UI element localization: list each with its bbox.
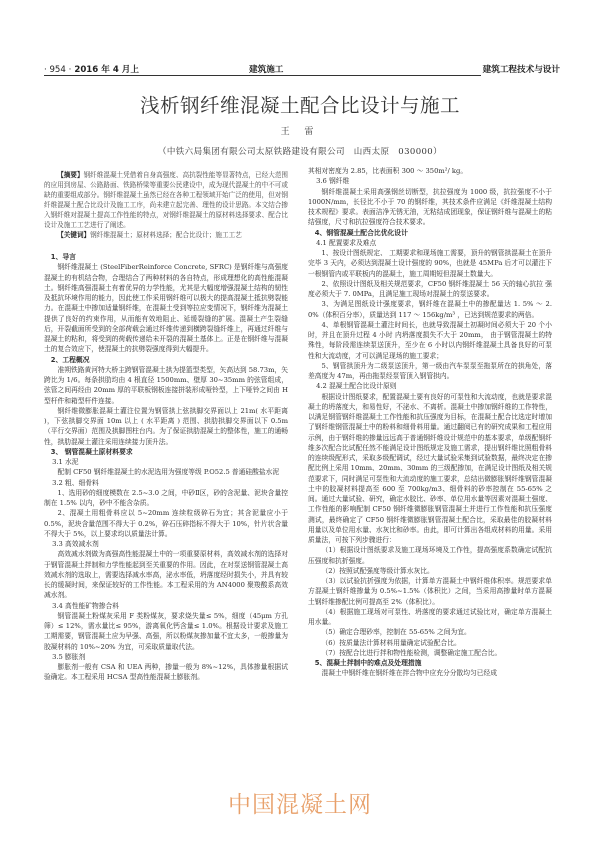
- journal-name: 建筑施工: [249, 65, 284, 75]
- paragraph: （3）以试验抗折强度为依据，计算单方混凝土中钢纤维体积率。规范要求单方混凝土钢纤维掺量为 0.5%~1.5%（体积比）之间，当采用高掺量时单方混凝土钢纤维掺配比例可提高至 2%（体积比）。: [308, 577, 552, 606]
- issue-date: 2016 年 4 月上: [74, 65, 139, 75]
- paragraph: 准朔铁路黄河特大桥主跨钢管混凝土拱为提篮型类型，矢高达到 58.73m，矢跨比为 1/6。每条拱肋均由 4 根直径 1500mm、壁厚 30~35mm 的弦管组成，弦管之间再经由 20mm 厚的平联板钢板连接拼装形成哑铃型，上下哑铃之间由 H 型杆件和箱型杆件连接。: [44, 365, 288, 405]
- subsection-heading: 3.4 高性能矿物掺合料: [52, 601, 119, 610]
- subsection-heading: 4.1 配置要求及难点: [316, 238, 377, 247]
- subsection-heading: 3.2 粗、细骨料: [52, 478, 99, 487]
- paragraph: 4、单根钢管混凝土灌注时间长，也就导致混凝土初凝时间必须大于 20 个小时，并且在顶升过程 4 小时 内坍落度损失不大于 20mm， 由于钢管混凝土的特殊性，每阶段需连续泵送顶升，至少在 6 小时以内钢纤维混凝土具备良好的可泵性和大流动度，才可以满足现场的施工要求；: [308, 320, 552, 360]
- section-name: 建筑工程技术与设计: [482, 65, 560, 75]
- abstract-text: 钢纤维混凝土凭借着自身高强度、高抗裂性能等显著特点，已经大范围的应用到房屋、公路路面、铁路桥梁等重要公民建设中，成为现代混凝土的中不可或缺的重要组成部分。钢纤维混凝土虽然已经在各种工程领域开始广泛的使用，但对钢纤维混凝土配合比设计及施工工序，尚未建立起完善、理性的设计思路。本文结合掺入钢纤维对混凝土提高工作性能的特点，对钢纤维混凝土的原材料选择要求、配合比设计及施工工艺进行了阐述。: [44, 171, 289, 229]
- subsection-heading: 3.6 钢纤维: [316, 177, 350, 186]
- keywords-label: 【关键词】: [57, 231, 91, 239]
- paragraph: （1）根据设计图纸要求及施工现场环境及工作性，提高强度系数确定试配抗压强度和抗折强度。: [308, 546, 552, 565]
- section-heading: 1、导言: [50, 253, 76, 261]
- paragraph: 2、混凝土用粗骨料应以 5~20mm 连续粒级碎石为宜；其含泥量应小于 0.5%，泥块含量范围不得大于 0.2%，碎石压碎指标不得大于 10%，针片状含量不得大于 5%，以上要求均以质量法计算。: [44, 509, 288, 538]
- header-rule: [44, 75, 481, 76]
- article-affiliation: （中铁六局集团有限公司太原铁路建设有限公司 山西太原 030000）: [157, 147, 443, 157]
- paragraph: （5）确定合理砂率，控制在 55-65% 之间为宜。: [321, 628, 471, 637]
- paragraph: 1、按设计图纸规定、 工期要求和现场施工需要，顶升的钢管拱混凝土在顶升完毕 3 天内，必须达到混凝土设计强度的 90%，也就是 45MPa 后才可以灌注下一根钢管内或平联板内的混凝土，施工周期短但混凝土数量大。: [308, 249, 552, 278]
- page-number: · 954 ·: [44, 65, 72, 75]
- paragraph: 钢纤维混凝土 (SteelFiberReinforce Concrete, SFRC) 是钢纤维与高强度混凝土的有机结合物，合理结合了两种材料的各自特点，形成理想化的高性能混凝土。钢纤维高强混凝土有着优异的力学性能，尤其是大幅度增强混凝土结构的韧性及抵抗环境作用的能力，因此使工作采用钢纤维可以极大的提高混凝土抵抗劈裂能力。在混凝土中掺加适量钢纤维，在混凝土受到等拉应变情况下，钢纤维为混凝土提供了良好的约束作用，从而能有效地阻止、延缓裂缝的扩展。混凝土产生裂缝后，开裂截面所受到的全部荷载会通过纤维传递到横跨裂缝纤维上，再通过纤维与混凝土的粘和，将受到的荷载传递给未开裂的混凝土基体上。正是在钢纤维与混凝土的复合效应下，使混凝土的抗劈裂强度得到大幅提升。: [44, 263, 288, 354]
- right-column-body: [308, 166, 552, 679]
- paragraph: （6）按质量法计算材料用量确定试验配合比。: [321, 638, 461, 647]
- paragraph: 钢纤维微膨胀混凝土灌注位置为钢管拱上弦拱脚交界面以上 21m( 水平距离 )，下弦拱脚交界面 10m 以上 ( 水平距离 ) 范围、拱肋拱脚交界面以下 0.5m（平行交界面）范围及拱脚图柱台内。为了保证拱肋混凝土的整体性，施工的通畅性，拱肋混凝土灌注采用连续接力顶升法。: [44, 406, 288, 446]
- paragraph: 钢纤维混凝土采用高强钢丝切断型，抗拉强度为 1000 级，抗拉强度不小于 1000N/mm，长径比不小于 70 的钢纤维，其技术条件应满足《纤维混凝土结构技术规程》要求。表面洁净无锈无油，无粘结成团现象，保证钢纤维与混凝土的粘结强度，尺寸和抗拉强度符合技术要求。: [308, 187, 552, 227]
- paragraph: （2）按照试配强度等级计算水灰比。: [321, 566, 434, 575]
- paragraph: 根据设计图纸要求，配置混凝土要有良好的可泵性和大流动度，也就是要求混凝土的坍落度大，和易性好，不泌水、不离析。混凝土中掺加钢纤维的工作特性，以满足钢管钢纤维混凝土工作性能和抗压强度为目标，在混凝土配合比选定时增加了钢纤维钢管混凝土中的粉料和细骨料用量。通过翻阅已有的研究成果和工程应用示例，由于钢纤维的掺量远远高于普通钢纤维设计规范中的基本要求，单级配钢纤维多次配合比试配任然不能满足设计图纸规定及施工需求，提出钢纤维比照粗骨料的连续级配形式，采取多级配调试，经过大量试验采集到试验数据，最终决定在掺配比例上采用 10mm、20mm、30mm 的三级配掺加，在满足设计图纸及相关规范要求下，同时满足可泵性和大流动度的施工要求，总结出微膨胀钢纤维钢管混凝土中的胶凝材料提高至 600 至 700kg/m3、细骨料的砂率控制在 55-65% 之间。通过大量试验、研究，确定水胶比、砂率、单位用水量等因素对混凝土强度、工作性能的影响配制 CF50 钢纤维微膨胀钢管混凝土并进行工作性能和抗压强度测试，最终确定了 CF50 钢纤维微膨胀钢管混凝土配合比，采取最佳的胶凝材料用量以及单位用水量、水灰比和砂率。由此，即可计算出各组成材料的用量。采用质量法，可按下列步骤进行：: [308, 392, 552, 544]
- article-author: 王 雷: [280, 127, 320, 137]
- paragraph: 配制 CF50 钢纤维混凝土的水泥选用为强度等级 P.O52.5 普通硅酸盐水泥: [57, 468, 280, 477]
- subsection-heading: 4.2 混凝土配合比设计原则: [316, 382, 397, 391]
- paragraph: 其相对密度为 2.85，比表面积 300 ～ 350m²/ kg。: [308, 167, 468, 175]
- paragraph: 5、钢管拱顶升为二级泵送顶升，第一级由汽车泵泵至拖泵所在的拱角处，落差高度为 47m，再由拖泵经泵管顶入钢管拱内。: [308, 361, 552, 380]
- paragraph: 2、依照设计图纸及相关规范要求，CF50 钢纤维混凝土 56 天的轴心抗拉 强度必须大于 7. 0MPa，且满足施工现场对混凝土的泵送要求。: [308, 279, 552, 298]
- paragraph: 钢管混凝土粉煤灰采用 F 类粉煤灰，要求烧失量≤ 5%，细度（45μm 方孔筛）≤ 12%，需水量比≤ 95%，游离氧化钙含量≤ 1.0%。根据设计要求及施工工期需要，钢管混凝土应为早强、高强，所以粉煤灰掺加量不宜太多，一般掺量为胶凝材料的 10%~20% 为宜，可采取质量取代法。: [44, 611, 288, 651]
- paragraph: （4）根据施工现场对可泵性、坍落度的要求通过试验比对，确定单方混凝土用水量。: [308, 607, 552, 626]
- paragraph: 高效减水剂做为高强高性能混凝土中的一项重要原材料，高效减水剂的选择对于钢管混凝土拌制和力学性能起到至关重要的作用。因此，在对泵送钢管混凝土高效减水剂的选取上，需要选择减水率高，泌水率低，坍落度经时损失小，并具有较长的缓凝时间，来保证较好的工作性能。本工程采用的为 AN4000 聚羧酸系高效减水剂。: [44, 550, 288, 600]
- subsection-heading: 3.5 膨胀剂: [52, 652, 86, 661]
- running-head-left: [44, 63, 139, 75]
- paragraph: 混凝土中钢纤维在钢纤维在拌合物中应充分分散均匀已经成: [321, 669, 498, 678]
- subsection-heading: 3.1 水泥: [52, 458, 79, 466]
- keywords-text: 钢纤维混凝土；原材料选择；配合比设计；施工工艺: [90, 231, 242, 239]
- section-heading: 5、混凝土拌制中的难点及处理措施: [314, 659, 422, 667]
- section-heading: 3、 钢管混凝土原材料要求: [50, 447, 133, 456]
- paragraph: 膨胀剂一般有 CSA 和 UEA 两种，掺量一般为 8%~12%，具体掺量根据试验确定。本工程采用 HCSA 型高性能混凝土膨胀剂。: [44, 663, 288, 682]
- abstract-label: 【摘要】: [57, 171, 84, 179]
- paragraph: 1、选用砂的细度模数在 2.5~3.0 之间，中砂Ⅱ区，砂的含泥量、泥块含量控制在 1.5% 以内，砂中不能含杂质。: [44, 488, 288, 507]
- article-title: 浅析钢纤维混凝土配合比设计与施工: [139, 94, 460, 117]
- subsection-heading: 3.3 高效减水剂: [52, 540, 99, 548]
- left-column-body: [44, 252, 288, 683]
- section-heading: 4、钢管混凝土配合比优化设计: [314, 228, 408, 237]
- abstract: [44, 170, 288, 240]
- right-column: [308, 166, 552, 679]
- section-heading: 2、工程概况: [50, 355, 90, 364]
- left-column: [44, 170, 288, 683]
- paragraph: 3、为满足图纸设计强度要求，钢纤维在混凝土中的掺配量达 1. 5% ～ 2. 0%（体积百分率），质量达到 117 ～ 156kg/m³ ，已达到规范要求的两倍。: [308, 300, 552, 319]
- paragraph: （7）按配合比进行拌和物性能检测，调整确定施工配合比。: [321, 648, 502, 657]
- watermark-text: 中国混凝土网: [228, 792, 372, 818]
